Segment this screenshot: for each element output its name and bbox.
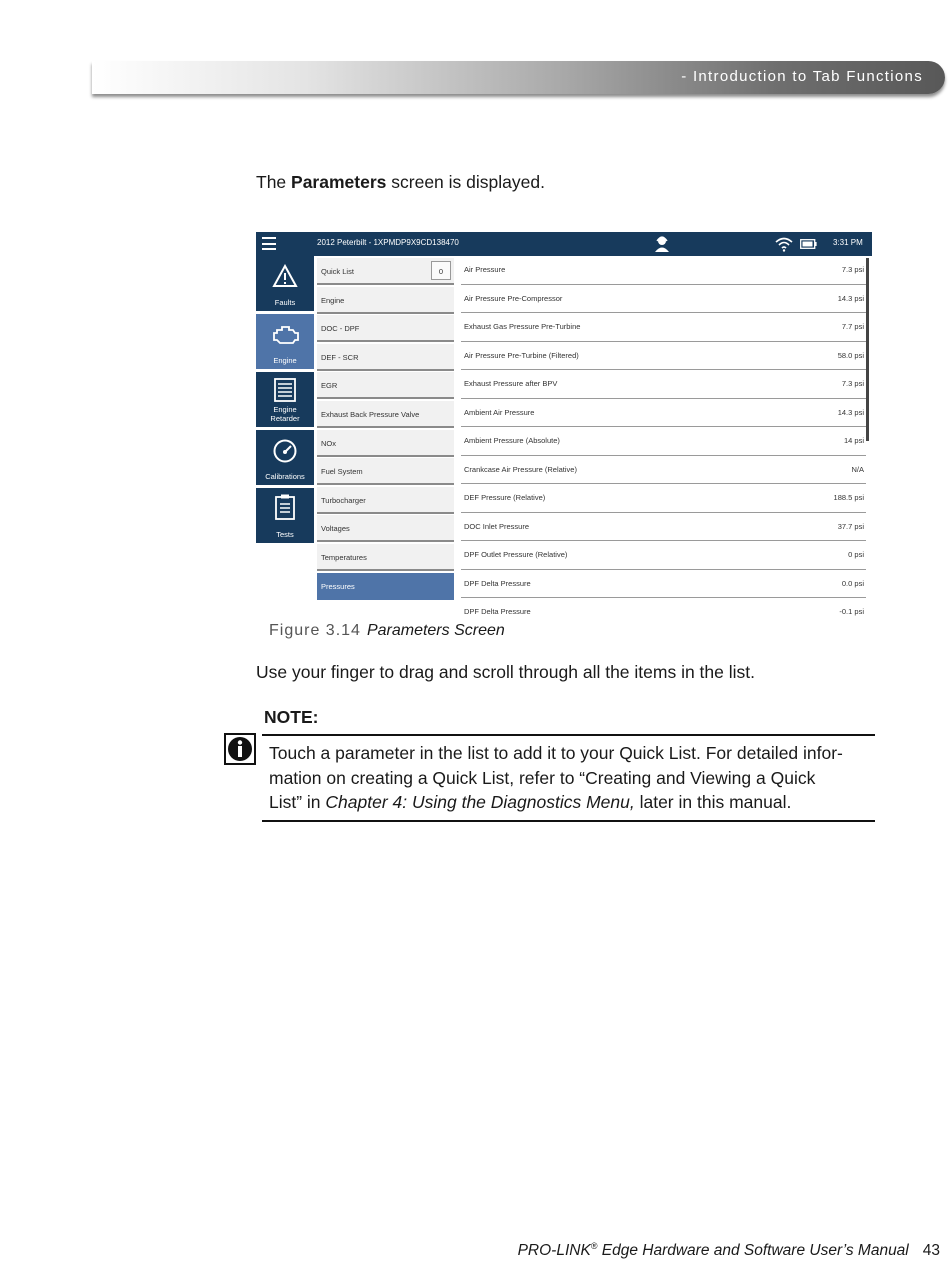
parameter-row[interactable] xyxy=(461,513,866,542)
category-list xyxy=(314,256,458,617)
parameter-row[interactable] xyxy=(461,256,866,285)
category-item[interactable] xyxy=(317,258,454,285)
parameter-name: DPF Delta Pressure xyxy=(464,607,531,616)
parameter-value: 7.3 psi xyxy=(841,265,864,274)
engine-icon xyxy=(272,322,300,346)
parameter-name: Exhaust Pressure after BPV xyxy=(464,379,558,388)
note-line-1: Touch a parameter in the list to add it to your Quick List. For detailed infor- xyxy=(269,743,843,763)
manual-name-prefix: PRO-LINK xyxy=(517,1242,591,1260)
parameter-value: 0 psi xyxy=(848,550,864,559)
parameter-row[interactable] xyxy=(461,285,866,314)
intro-prefix: The xyxy=(256,172,292,192)
parameter-name: DPF Outlet Pressure (Relative) xyxy=(464,550,568,559)
page-footer xyxy=(518,1241,940,1260)
category-item[interactable] xyxy=(317,515,454,542)
category-label: Quick List xyxy=(321,267,354,276)
nav-calibrations-label: Calibrations xyxy=(265,471,305,481)
section-title: - Introduction to Tab Functions xyxy=(681,68,923,85)
category-label: DOC - DPF xyxy=(321,324,360,334)
nav-tests-label: Tests xyxy=(276,529,294,539)
nav-sidebar xyxy=(256,256,314,617)
parameter-value: 14.3 psi xyxy=(837,407,864,417)
category-label: Turbocharger xyxy=(321,495,366,505)
category-label: DEF - SCR xyxy=(321,352,359,362)
note-line-3 xyxy=(269,790,879,815)
parameter-row[interactable] xyxy=(461,570,866,599)
parameter-row[interactable] xyxy=(461,313,866,342)
intro-bold: Parameters xyxy=(291,172,387,192)
note-body xyxy=(269,741,879,815)
note-divider-bottom xyxy=(262,820,875,822)
clipboard-icon xyxy=(273,493,297,521)
figure-caption xyxy=(269,622,505,640)
parameter-row[interactable] xyxy=(461,484,866,513)
category-item[interactable] xyxy=(317,430,454,457)
info-icon xyxy=(224,733,256,765)
category-item[interactable] xyxy=(317,401,454,428)
parameter-value: 188.5 psi xyxy=(833,493,864,502)
parameter-value: 0.0 psi xyxy=(841,578,864,588)
note-divider-top xyxy=(262,734,875,736)
parameter-value: 7.7 psi xyxy=(841,322,864,331)
parameter-name: Ambient Air Pressure xyxy=(464,407,535,417)
category-label: Voltages xyxy=(321,524,350,534)
parameter-name: DOC Inlet Pressure xyxy=(464,521,530,531)
parameter-value: 14 psi xyxy=(843,436,864,445)
nav-faults[interactable] xyxy=(256,256,314,312)
parameter-value: -0.1 psi xyxy=(839,607,864,616)
note-line-3-prefix: List” in xyxy=(269,792,326,812)
body-paragraph: Use your finger to drag and scroll through all the items in the list. xyxy=(256,662,755,682)
parameter-name: Air Pressure xyxy=(464,265,506,274)
gauge-icon xyxy=(272,438,298,464)
category-label: Temperatures xyxy=(321,553,367,562)
nav-engine-label: Engine xyxy=(273,355,297,365)
category-label: Pressures xyxy=(321,581,355,591)
category-label: Fuel System xyxy=(321,467,363,477)
intro-text xyxy=(256,172,545,193)
figure-title: Parameters Screen xyxy=(366,622,505,639)
nav-engine[interactable] xyxy=(256,314,314,370)
figure-number: Figure 3.14 xyxy=(269,622,361,639)
parameter-name: Ambient Pressure (Absolute) xyxy=(464,436,560,445)
engine-retarder-icon xyxy=(272,377,298,403)
parameter-value: 58.0 psi xyxy=(837,350,864,360)
parameters-screenshot xyxy=(256,232,872,617)
wifi-icon xyxy=(775,236,793,252)
nav-engine-retarder-label: Engine Retarder xyxy=(270,405,300,423)
nav-calibrations[interactable] xyxy=(256,430,314,486)
category-item[interactable] xyxy=(317,315,454,342)
category-label: Exhaust Back Pressure Valve xyxy=(321,410,420,419)
category-item[interactable] xyxy=(317,287,454,314)
header-banner xyxy=(92,61,945,94)
clock: 3:31 PM xyxy=(833,238,863,247)
parameter-row[interactable] xyxy=(461,456,866,485)
category-item[interactable] xyxy=(317,544,454,571)
category-label: EGR xyxy=(321,381,338,391)
note-label: NOTE: xyxy=(264,707,319,727)
category-label: Engine xyxy=(321,295,345,305)
note-line-2: mation on creating a Quick List, refer to “Creating and Viewing a Quick xyxy=(269,767,816,788)
manual-name-suffix: Edge Hardware and Software User’s Manual xyxy=(597,1242,909,1260)
parameter-row[interactable] xyxy=(461,598,866,617)
registered-mark: ® xyxy=(590,1241,598,1251)
note-line-3-suffix: later in this manual. xyxy=(634,792,792,812)
parameter-value: 7.3 psi xyxy=(841,379,864,388)
category-item[interactable] xyxy=(317,344,454,371)
warning-icon xyxy=(272,264,298,288)
technician-icon[interactable] xyxy=(653,235,671,253)
parameter-name: Crankcase Air Pressure (Relative) xyxy=(464,464,577,474)
category-item[interactable] xyxy=(317,372,454,399)
parameter-row[interactable] xyxy=(461,541,866,570)
note-chapter-reference: Chapter 4: Using the Diagnostics Menu, xyxy=(325,792,635,812)
parameter-name: Air Pressure Pre-Compressor xyxy=(464,293,563,303)
intro-suffix: screen is displayed. xyxy=(386,172,545,192)
battery-icon xyxy=(800,239,817,249)
category-item[interactable] xyxy=(317,487,454,514)
hamburger-menu-icon[interactable] xyxy=(262,237,276,250)
parameter-value: N/A xyxy=(851,464,864,474)
nav-engine-retarder[interactable] xyxy=(256,372,314,428)
quick-list-count-badge: 0 xyxy=(431,261,451,280)
parameter-list xyxy=(458,256,872,617)
parameter-row[interactable] xyxy=(461,342,866,371)
page-number: 43 xyxy=(922,1242,940,1260)
vehicle-title: 2012 Peterbilt - 1XPMDP9X9CD138470 xyxy=(317,238,459,247)
parameter-scrollbar[interactable] xyxy=(866,258,869,441)
parameter-row[interactable] xyxy=(461,370,866,399)
parameter-name: Exhaust Gas Pressure Pre-Turbine xyxy=(464,322,581,331)
parameter-name: DPF Delta Pressure xyxy=(464,578,531,588)
nav-faults-label: Faults xyxy=(274,297,296,307)
parameter-value: 37.7 psi xyxy=(837,521,864,531)
parameter-value: 14.3 psi xyxy=(837,293,864,303)
parameter-row[interactable] xyxy=(461,399,866,428)
category-item[interactable] xyxy=(317,458,454,485)
nav-tests[interactable] xyxy=(256,488,314,544)
parameter-name: DEF Pressure (Relative) xyxy=(464,493,546,502)
parameter-name: Air Pressure Pre-Turbine (Filtered) xyxy=(464,350,579,360)
category-label: NOx xyxy=(321,438,336,448)
app-top-bar xyxy=(256,232,872,256)
category-item[interactable] xyxy=(317,573,454,600)
parameter-row[interactable] xyxy=(461,427,866,456)
